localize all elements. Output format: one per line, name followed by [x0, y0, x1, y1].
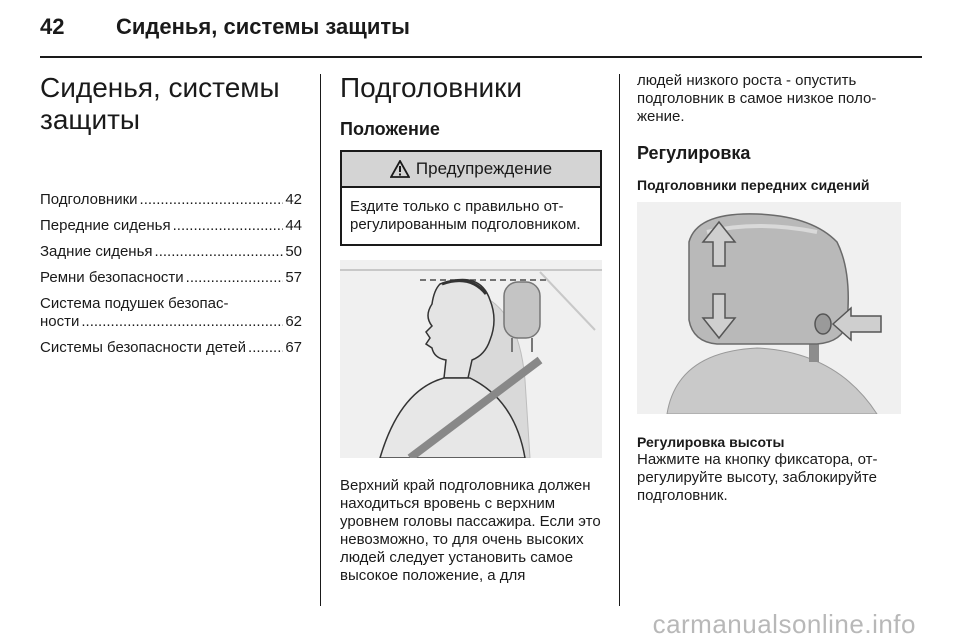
headrest-adjust-illustration	[637, 202, 901, 414]
toc-page: 67	[285, 339, 302, 356]
warning-triangle-icon	[390, 160, 410, 178]
page-number: 42	[40, 14, 65, 39]
toc-item-child-restraints[interactable]	[40, 339, 302, 357]
toc-item-front-seats[interactable]	[40, 217, 302, 235]
chapter-column	[40, 72, 302, 365]
continued-text: людей низкого роста - опустить подголовник в самое низкое положение.	[637, 72, 877, 125]
adjustment-column	[637, 72, 902, 505]
height-adjust-heading: Регулировка высоты	[637, 434, 785, 450]
toc-label-line1: Система подушек безопас-	[40, 295, 229, 312]
headrest-position-column	[340, 72, 602, 585]
warning-text: Ездите только с правильно отрегулированным подголовником.	[350, 198, 581, 233]
chapter-title-line2: защиты	[40, 104, 141, 135]
warning-header	[342, 152, 600, 188]
chapter-title	[40, 72, 302, 136]
toc-page: 50	[285, 243, 302, 260]
page-header	[40, 14, 410, 40]
toc-label: Системы безопасности детей	[40, 339, 247, 356]
toc-label: Подголовники	[40, 191, 138, 208]
header-rule	[40, 56, 922, 58]
toc-page: 44	[285, 217, 302, 234]
subsection-position: Положение	[340, 119, 440, 139]
table-of-contents	[40, 191, 302, 357]
toc-label: ности	[40, 313, 80, 330]
column-divider-2	[619, 74, 620, 606]
toc-item-headrests[interactable]	[40, 191, 302, 209]
front-headrests-heading: Подголовники передних сидений	[637, 177, 870, 193]
position-text: Верхний край подголовника должен находиться вровень с верхним уровнем головы пассажира. Если это невозможно, то для очень высоких людей следует установить самое высокое положение, а для	[340, 477, 601, 584]
toc-item-airbags[interactable]	[40, 295, 302, 331]
headrest-position-illustration	[340, 260, 602, 458]
toc-item-rear-seats[interactable]	[40, 243, 302, 261]
toc-label: Ремни безопасности	[40, 269, 184, 286]
section-title: Подголовники	[340, 72, 523, 103]
column-divider-1	[320, 74, 321, 606]
toc-item-seat-belts[interactable]	[40, 269, 302, 287]
toc-page: 62	[285, 313, 302, 330]
watermark: carmanualsonline.info	[652, 609, 916, 639]
toc-page: 42	[285, 191, 302, 208]
running-title: Сиденья, системы защиты	[116, 14, 410, 39]
warning-heading: Предупреждение	[415, 159, 553, 178]
chapter-title-line1: Сиденья, системы	[40, 72, 280, 103]
height-adjust-text: Нажмите на кнопку фиксатора, отрегулируйте высоту, заблокируйте подголовник.	[637, 451, 878, 504]
warning-box	[340, 150, 602, 246]
toc-page: 57	[285, 269, 302, 286]
adjustment-title: Регулировка	[637, 143, 751, 163]
toc-label: Передние сиденья	[40, 217, 171, 234]
toc-label: Задние сиденья	[40, 243, 153, 260]
